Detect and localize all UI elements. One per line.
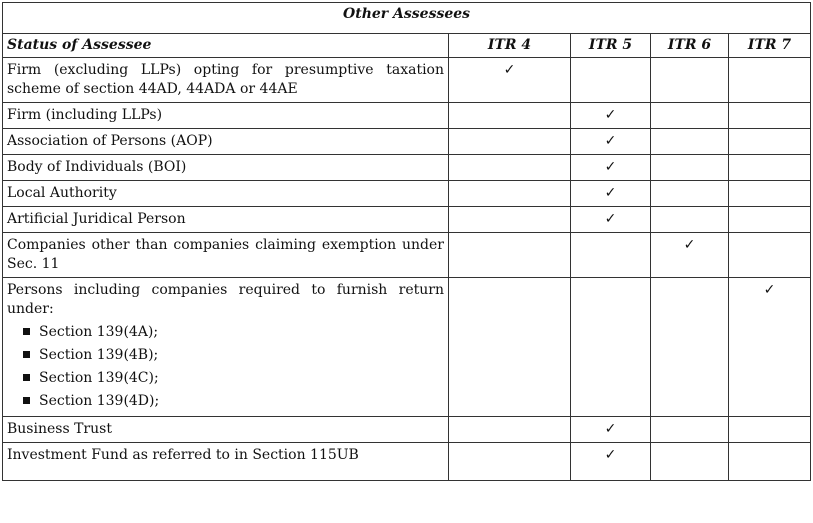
empty-cell [449,233,571,278]
empty-cell [729,155,811,181]
empty-cell [651,129,729,155]
check-icon: ✓ [729,278,811,417]
empty-cell [729,233,811,278]
empty-cell [651,103,729,129]
square-bullet-icon [23,397,30,404]
list-item [23,367,444,390]
empty-cell [449,443,571,481]
list-item-label: Section 139(4A); [39,324,159,340]
table-row [3,103,811,129]
table-row [3,233,811,278]
row-label: Persons including companies required to furnish return under: [7,282,444,317]
check-icon: ✓ [651,233,729,278]
empty-cell [449,129,571,155]
empty-cell [449,155,571,181]
empty-cell [729,181,811,207]
row-label: Firm (excluding LLPs) opting for presumptive taxation scheme of section 44AD, 44ADA or 44AE [3,58,449,103]
row-label: Artificial Juridical Person [3,207,449,233]
table-row [3,278,811,417]
check-icon: ✓ [571,181,651,207]
table-row [3,443,811,481]
empty-cell [449,181,571,207]
header-itr6: ITR 6 [651,34,729,58]
empty-cell [651,443,729,481]
row-label: Firm (including LLPs) [3,103,449,129]
empty-cell [651,155,729,181]
list-item-label: Section 139(4D); [39,393,160,409]
check-icon: ✓ [449,58,571,103]
check-icon: ✓ [571,207,651,233]
check-icon: ✓ [571,103,651,129]
empty-cell [651,58,729,103]
header-itr7: ITR 7 [729,34,811,58]
header-status: Status of Assessee [3,34,449,58]
empty-cell [571,233,651,278]
table-row [3,58,811,103]
empty-cell [729,417,811,443]
row-label: Association of Persons (AOP) [3,129,449,155]
empty-cell [449,417,571,443]
empty-cell [449,278,571,417]
row-label: Body of Individuals (BOI) [3,155,449,181]
row-label-cell [3,278,449,417]
empty-cell [729,207,811,233]
square-bullet-icon [23,328,30,335]
table-title: Other Assessees [3,3,811,34]
square-bullet-icon [23,351,30,358]
empty-cell [449,103,571,129]
list-item [23,344,444,367]
header-row [3,34,811,58]
empty-cell [571,278,651,417]
list-item [23,321,444,344]
check-icon: ✓ [571,129,651,155]
header-itr5: ITR 5 [571,34,651,58]
list-item-label: Section 139(4C); [39,370,159,386]
list-item [23,390,444,413]
empty-cell [651,417,729,443]
section-list [7,321,444,413]
empty-cell [651,278,729,417]
empty-cell [729,58,811,103]
table-row [3,207,811,233]
header-itr4: ITR 4 [449,34,571,58]
empty-cell [729,129,811,155]
square-bullet-icon [23,374,30,381]
row-label: Investment Fund as referred to in Section 115UB [3,443,449,481]
table-row [3,181,811,207]
check-icon: ✓ [571,417,651,443]
row-label: Companies other than companies claiming exemption under Sec. 11 [3,233,449,278]
list-item-label: Section 139(4B); [39,347,159,363]
assessee-itr-table [2,2,811,481]
empty-cell [729,103,811,129]
check-icon: ✓ [571,155,651,181]
row-label: Local Authority [3,181,449,207]
empty-cell [449,207,571,233]
empty-cell [571,58,651,103]
table-row [3,129,811,155]
empty-cell [651,207,729,233]
check-icon: ✓ [571,443,651,481]
row-label: Business Trust [3,417,449,443]
table-row [3,155,811,181]
table-row [3,417,811,443]
empty-cell [729,443,811,481]
empty-cell [651,181,729,207]
